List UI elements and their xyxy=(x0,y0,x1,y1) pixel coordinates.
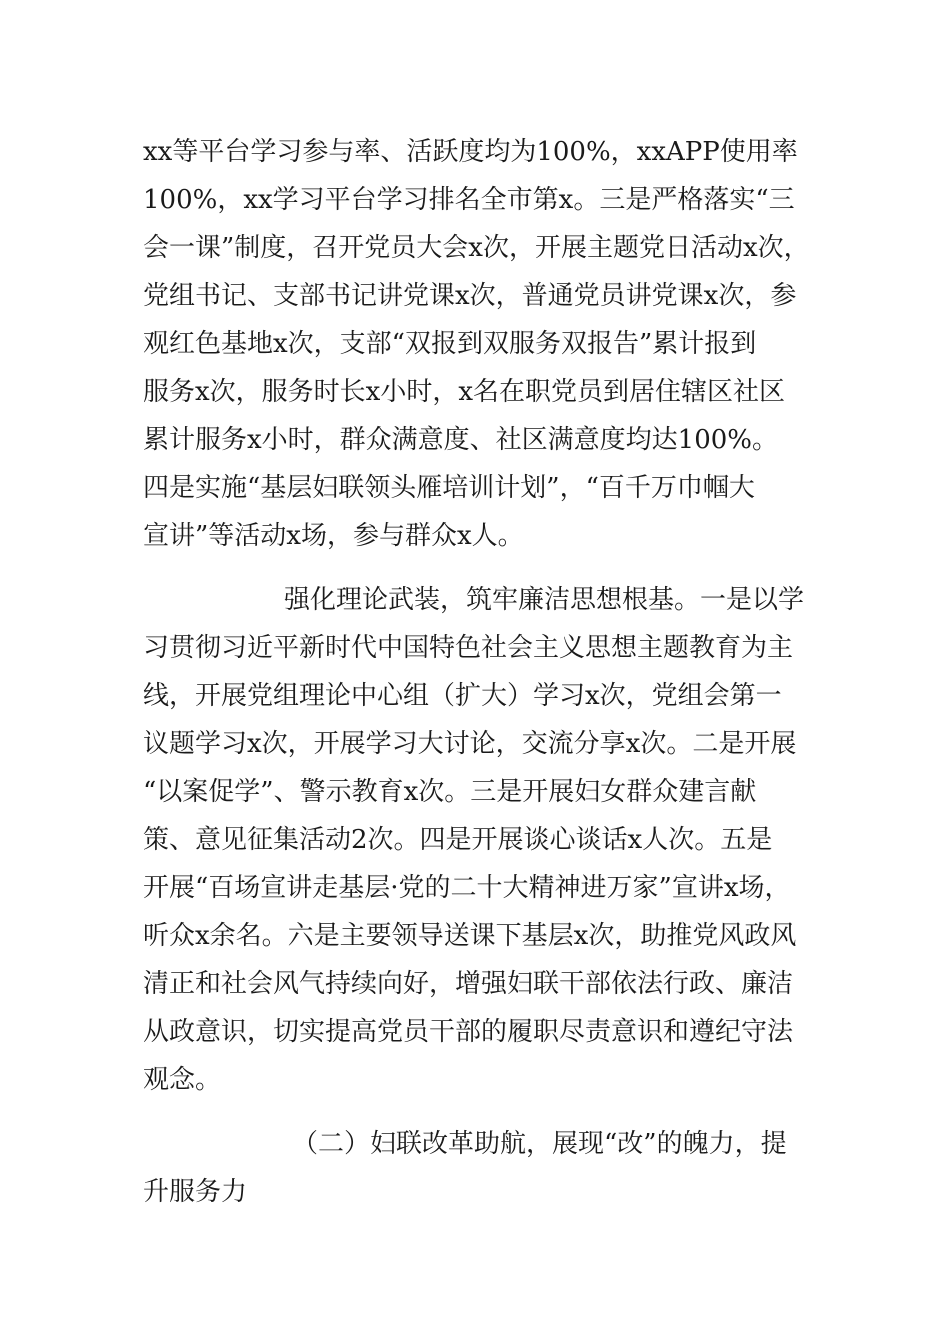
text-line: 100%，xx学习平台学习排名全市第x。三是严格落实“三 xyxy=(143,185,795,215)
text-line: 清正和社会风气持续向好，增强妇联干部依法行政、廉洁 xyxy=(143,969,794,999)
text-line: 习贯彻习近平新时代中国特色社会主义思想主题教育为主 xyxy=(143,633,794,663)
text-line: 策、意见征集活动2次。四是开展谈心谈话x人次。五是 xyxy=(143,825,773,855)
text-line: 开展“百场宣讲走基层·党的二十大精神进万家”宣讲x场， xyxy=(143,873,791,903)
text-line: 累计服务x小时，群众满意度、社区满意度均达100%。 xyxy=(143,425,778,455)
text-line: 四是实施“基层妇联领头雁培训计划”，“百千万巾帼大 xyxy=(143,473,755,503)
text-line: 从政意识，切实提高党员干部的履职尽责意识和遵纪守法 xyxy=(143,1017,794,1047)
text-line: “以案促学”、警示教育x次。三是开展妇女群众建言献 xyxy=(143,777,757,807)
text-line: 党组书记、支部书记讲党课x次，普通党员讲党课x次，参 xyxy=(143,281,797,311)
text-line: 观念。 xyxy=(143,1065,222,1095)
text-line: 观红色基地x次，支部“双报到双服务双报告”累计报到 xyxy=(143,329,757,359)
text-line: 服务x次，服务时长x小时，x名在职党员到居住辖区社区 xyxy=(143,377,785,407)
text-line: 宣讲”等活动x场，参与群众x人。 xyxy=(143,521,524,551)
text-line: xx等平台学习参与率、活跃度均为100%，xxAPP使用率 xyxy=(143,137,798,167)
section-heading-line: 升服务力 xyxy=(143,1177,248,1207)
section-heading-line: （二）妇联改革助航，展现“改”的魄力，提 xyxy=(292,1129,787,1159)
text-line: 听众x余名。六是主要领导送课下基层x次，助推党风政风 xyxy=(143,921,797,951)
text-line: 线，开展党组理论中心组（扩大）学习x次，党组会第一 xyxy=(143,681,782,711)
text-line: 议题学习x次，开展学习大讨论，交流分享x次。二是开展 xyxy=(143,729,797,759)
paragraph-lead-line: 强化理论武装，筑牢廉洁思想根基。一是以学 xyxy=(284,585,805,615)
text-line: 会一课”制度，召开党员大会x次，开展主题党日活动x次， xyxy=(143,233,810,263)
